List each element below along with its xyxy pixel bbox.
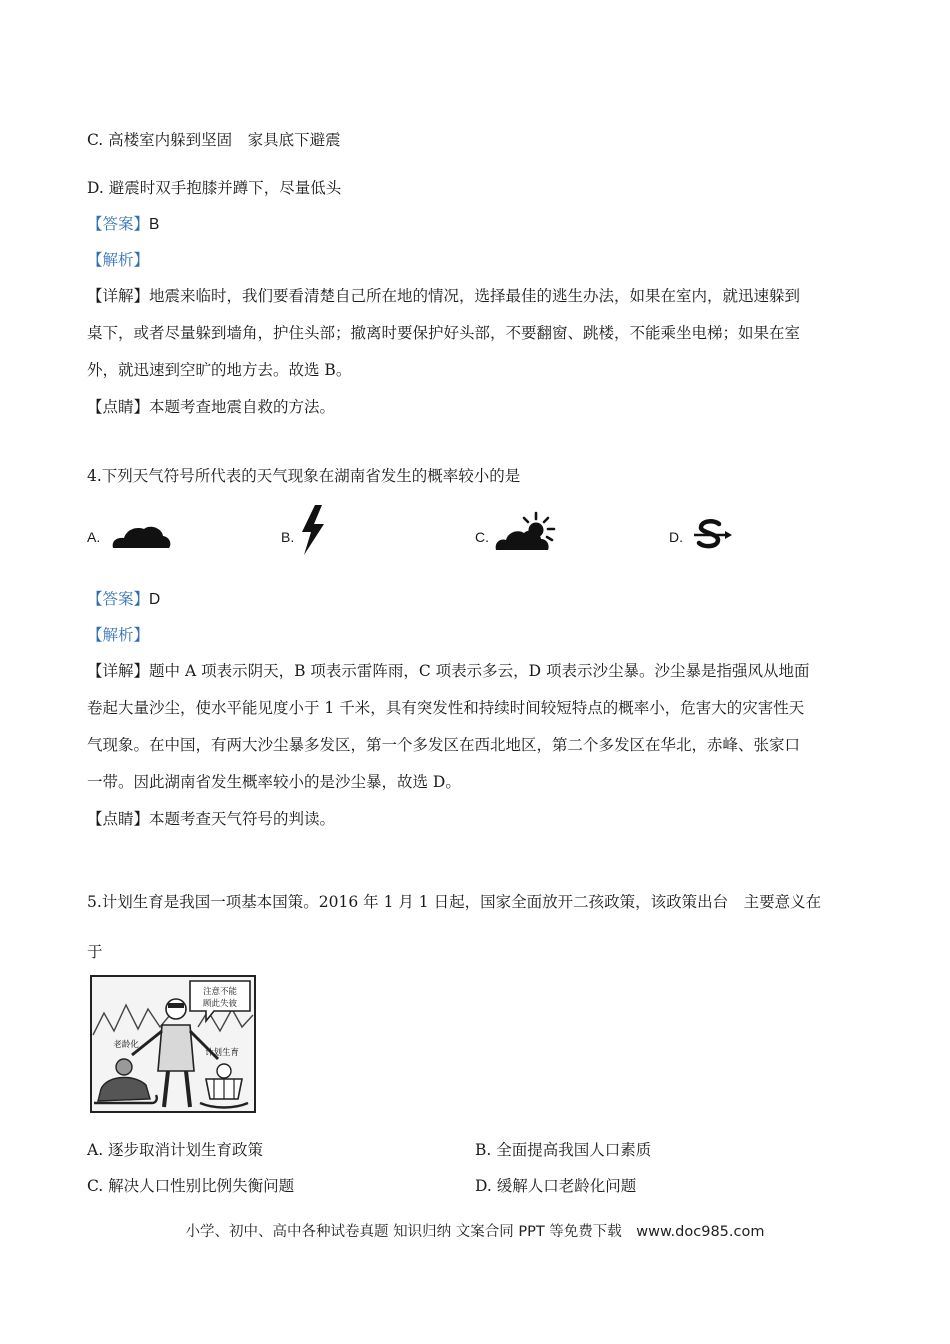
comment-text: 本题考查地震自救的方法。 <box>149 398 336 416</box>
q4-option-c <box>475 527 489 547</box>
q4-detail-line-1 <box>87 661 810 681</box>
detail-label: 【详解】 <box>87 287 150 305</box>
q4-answer <box>87 589 160 610</box>
comment-label: 【点睛】 <box>87 810 150 828</box>
sandstorm-icon <box>692 518 734 552</box>
option-label: C. <box>475 529 489 545</box>
q4-comment <box>87 809 335 829</box>
bubble-text-line-2: 顾此失彼 <box>202 999 238 1009</box>
option-label: D. <box>669 529 683 545</box>
q5-option-b: B. 全面提高我国人口素质 <box>475 1141 652 1159</box>
detail-text: 地震来临时，我们要看清楚自己所在地的情况，选择最佳的逃生办法，如果在室内，就迅速躲到 <box>149 287 801 305</box>
q4-analysis-label: 【解析】 <box>87 626 150 644</box>
q5-question-line-1: 5.计划生育是我国一项基本国策。2016 年 1 月 1 日起，国家全面放开二孩政策，该政策出台 主要意义在 <box>87 893 822 911</box>
answer-value: B <box>149 216 160 233</box>
cartoon-left-label: 老龄化 <box>113 1040 139 1050</box>
cartoon-illustration <box>90 975 256 1113</box>
q5-option-d: D. 缓解人口老龄化问题 <box>475 1177 637 1195</box>
q3-option-d: D. 避震时双手抱膝并蹲下，尽量低头 <box>87 179 342 197</box>
q3-detail-line-1 <box>87 286 800 306</box>
q3-analysis-label: 【解析】 <box>87 251 150 269</box>
comment-text: 本题考查天气符号的判读。 <box>149 810 336 828</box>
q4-option-b <box>281 527 294 547</box>
detail-label: 【详解】 <box>87 662 150 680</box>
q4-detail-line-4: 一带。因此湖南省发生概率较小的是沙尘暴，故选 D。 <box>87 773 461 791</box>
cartoon-right-label: 计划生育 <box>204 1048 240 1058</box>
answer-label: 【答案】 <box>87 215 150 233</box>
q4-option-d <box>669 527 683 547</box>
q3-detail-line-3: 外，就迅速到空旷的地方去。故选 B。 <box>87 361 352 379</box>
q5-option-a: A. 逐步取消计划生育政策 <box>87 1141 264 1159</box>
q3-option-c: C. 高楼室内躲到坚固 家具底下避震 <box>87 131 341 149</box>
q3-answer <box>87 214 159 235</box>
q4-detail-line-2: 卷起大量沙尘，使水平能见度小于 1 千米，具有突发性和持续时间较短特点的概率小，危害大的灾害性天 <box>87 699 805 717</box>
comment-label: 【点睛】 <box>87 398 150 416</box>
option-label: A. <box>87 529 101 545</box>
overcast-cloud-icon <box>110 520 172 552</box>
detail-text: 题中 A 项表示阴天，B 项表示雷阵雨，C 项表示多云，D 项表示沙尘暴。沙尘暴是指强风从地面 <box>149 662 810 680</box>
q3-detail-line-2: 桌下，或者尽量躲到墙角，护住头部；撤离时要保护好头部，不要翻窗、跳楼，不能乘坐电梯；如果在室 <box>87 324 801 342</box>
answer-label: 【答案】 <box>87 590 150 608</box>
q5-option-c: C. 解决人口性别比例失衡问题 <box>87 1177 295 1195</box>
bubble-text-line-1: 注意不能 <box>202 987 238 997</box>
page-footer: 小学、初中、高中各种试卷真题 知识归纳 文案合同 PPT 等免费下载 www.doc985.com <box>185 1224 765 1240</box>
answer-value: D <box>149 591 161 608</box>
lightning-bolt-icon <box>298 504 328 556</box>
option-label: B. <box>281 529 295 545</box>
cloud-sun-icon <box>494 510 558 554</box>
q4-option-a <box>87 527 100 547</box>
q5-question-line-2: 于 <box>87 943 103 961</box>
q4-detail-line-3: 气现象。在中国，有两大沙尘暴多发区，第一个多发区在西北地区，第二个多发区在华北，赤峰、张家口 <box>87 736 801 754</box>
q3-comment <box>87 397 335 417</box>
q4-question: 4.下列天气符号所代表的天气现象在湖南省发生的概率较小的是 <box>87 467 521 485</box>
